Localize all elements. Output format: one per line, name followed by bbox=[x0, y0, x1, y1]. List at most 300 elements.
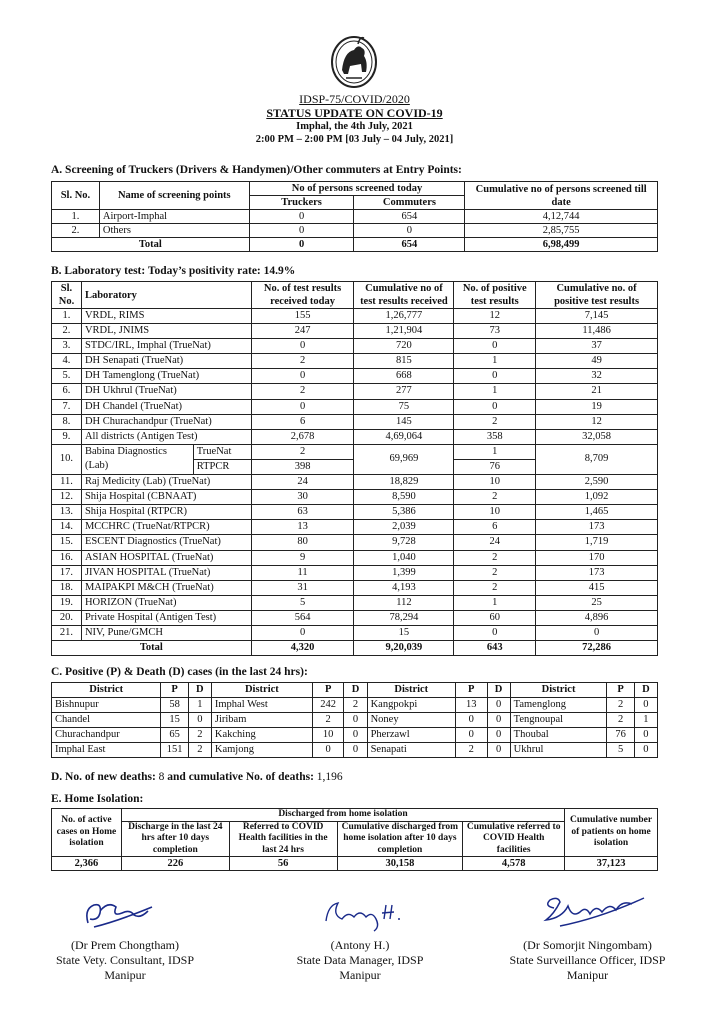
cell-district: Ukhrul bbox=[510, 743, 607, 758]
total-row bbox=[52, 641, 658, 656]
cell-today: 2,678 bbox=[251, 429, 354, 444]
cell-positive: 0 bbox=[454, 625, 536, 640]
cell-cumulative: 668 bbox=[354, 369, 454, 384]
cell-cumulative: 1,399 bbox=[354, 565, 454, 580]
total-commuters: 654 bbox=[354, 238, 465, 252]
col-deaths: D bbox=[188, 683, 211, 698]
cell-sl: 6. bbox=[52, 384, 82, 399]
cell-positive: 1 bbox=[454, 384, 536, 399]
table-row bbox=[52, 857, 658, 871]
cell-positive: 0 bbox=[454, 339, 536, 354]
cell-cumulative-discharged: 30,158 bbox=[337, 857, 463, 871]
table-row bbox=[52, 565, 658, 580]
cell-sl: 3. bbox=[52, 339, 82, 354]
cell-positive: 0 bbox=[454, 369, 536, 384]
lab-total-group bbox=[52, 641, 658, 656]
section-a-heading: A. Screening of Truckers (Drivers & Handymen)/Other commuters at Entry Points: bbox=[51, 164, 462, 176]
table-row bbox=[52, 414, 658, 429]
col-sl-no: Sl. No. bbox=[52, 282, 82, 309]
cell-laboratory: DH Churachandpur (TrueNat) bbox=[81, 414, 251, 429]
cell-deaths: 1 bbox=[634, 713, 657, 728]
cell-name: Airport-Imphal bbox=[99, 210, 249, 224]
cell-cumulative-positive: 19 bbox=[536, 399, 658, 414]
cell-cumulative-positive: 2,590 bbox=[536, 475, 658, 490]
col-deaths: D bbox=[487, 683, 510, 698]
cell-deaths: 0 bbox=[634, 698, 657, 713]
cell-laboratory: ASIAN HOSPITAL (TrueNat) bbox=[81, 550, 251, 565]
cell-district: Kangpokpi bbox=[367, 698, 455, 713]
cell-positive: 24 bbox=[454, 535, 536, 550]
cell-positive: 5 bbox=[607, 743, 634, 758]
table-row bbox=[52, 550, 658, 565]
col-discharge-24h: Discharge in the last 24 hrs after 10 days completion bbox=[121, 821, 229, 857]
cell-today: 0 bbox=[251, 369, 354, 384]
table-row bbox=[52, 595, 658, 610]
cell-truckers: 0 bbox=[249, 224, 354, 238]
cell-today: 63 bbox=[251, 505, 354, 520]
signatory-place: Manipur bbox=[566, 968, 609, 982]
table-row bbox=[52, 354, 658, 369]
col-screening-point: Name of screening points bbox=[99, 182, 249, 210]
table-row bbox=[52, 369, 658, 384]
district-cases-table bbox=[51, 682, 658, 758]
cell-positive: 13 bbox=[455, 698, 487, 713]
cell-positive: 0 bbox=[312, 743, 344, 758]
cell-today: 11 bbox=[251, 565, 354, 580]
cell-cumulative: 720 bbox=[354, 339, 454, 354]
cell-today: 0 bbox=[251, 625, 354, 640]
cell-today: 13 bbox=[251, 520, 354, 535]
cell-laboratory: Raj Medicity (Lab) (TrueNat) bbox=[81, 475, 251, 490]
cell-laboratory: ESCENT Diagnostics (TrueNat) bbox=[81, 535, 251, 550]
cell-cumulative-positive: 25 bbox=[536, 595, 658, 610]
cell-cumulative-positive: 37 bbox=[536, 339, 658, 354]
cell-sl: 20. bbox=[52, 610, 82, 625]
cell-cumulative: 145 bbox=[354, 414, 454, 429]
cell-cumulative-positive: 32,058 bbox=[536, 429, 658, 444]
cell-sl: 19. bbox=[52, 595, 82, 610]
cell-laboratory: DH Ukhrul (TrueNat) bbox=[81, 384, 251, 399]
cell-cumulative: 1,040 bbox=[354, 550, 454, 565]
cell-cumulative: 2,039 bbox=[354, 520, 454, 535]
table-row bbox=[52, 743, 658, 758]
cell-today: 155 bbox=[251, 309, 354, 324]
table-row bbox=[52, 210, 658, 224]
col-cumulative-referred: Cumulative referred to COVID Health facilities bbox=[463, 821, 565, 857]
cell-deaths: 0 bbox=[344, 728, 367, 743]
col-cumulative-screened: Cumulative no of persons screened till date bbox=[465, 182, 658, 210]
cell-sl: 13. bbox=[52, 505, 82, 520]
signatory-place: Manipur bbox=[104, 968, 146, 982]
cell-cumulative-positive: 1,719 bbox=[536, 535, 658, 550]
total-label: Total bbox=[52, 641, 252, 656]
table-row bbox=[52, 490, 658, 505]
cell-deaths: 2 bbox=[188, 728, 211, 743]
cell-sl: 18. bbox=[52, 580, 82, 595]
cell-positive: 6 bbox=[454, 520, 536, 535]
cell-today: 9 bbox=[251, 550, 354, 565]
cell-positive: 2 bbox=[454, 414, 536, 429]
cell-today: 24 bbox=[251, 475, 354, 490]
cell-positive: 15 bbox=[161, 713, 188, 728]
screening-table bbox=[51, 181, 658, 252]
cell-laboratory: DH Tamenglong (TrueNat) bbox=[81, 369, 251, 384]
cell-sl: 8. bbox=[52, 414, 82, 429]
signatory-name: (Dr Prem Chongtham) bbox=[71, 938, 179, 952]
signatory-role: State Vety. Consultant, IDSP bbox=[55, 953, 194, 967]
table-row bbox=[52, 444, 658, 459]
cell-laboratory: NIV, Pune/GMCH bbox=[81, 625, 251, 640]
cell-sl: 16. bbox=[52, 550, 82, 565]
cell-positive: 2 bbox=[454, 565, 536, 580]
cell-cumulative: 815 bbox=[354, 354, 454, 369]
cell-laboratory: VRDL, JNIMS bbox=[81, 324, 251, 339]
table-row bbox=[52, 505, 658, 520]
cell-laboratory: JIVAN HOSPITAL (TrueNat) bbox=[81, 565, 251, 580]
table-row bbox=[52, 625, 658, 640]
home-isolation-table bbox=[51, 808, 658, 871]
cell-today: 0 bbox=[251, 339, 354, 354]
signatory-place: Manipur bbox=[339, 968, 381, 982]
signature-prem-icon bbox=[78, 893, 158, 933]
signatory-name: (Dr Somorjit Ningombam) bbox=[523, 938, 652, 952]
cell-laboratory: All districts (Antigen Test) bbox=[81, 429, 251, 444]
cell-cumulative: 8,590 bbox=[354, 490, 454, 505]
col-positive: P bbox=[607, 683, 634, 698]
table-row bbox=[52, 429, 658, 444]
cell-district: Tamenglong bbox=[510, 698, 607, 713]
cell-today: 5 bbox=[251, 595, 354, 610]
cumulative-deaths-value: 1,196 bbox=[316, 771, 343, 783]
cell-method: RTPCR bbox=[193, 459, 251, 474]
cell-district: Pherzawl bbox=[367, 728, 455, 743]
cell-positive: 1 bbox=[454, 595, 536, 610]
col-sl-no: Sl. No. bbox=[52, 182, 100, 210]
cell-positive: 0 bbox=[455, 713, 487, 728]
cell-positive: 1 bbox=[454, 354, 536, 369]
cell-sl: 1. bbox=[52, 309, 82, 324]
table-row bbox=[52, 224, 658, 238]
cell-sl: 2. bbox=[52, 324, 82, 339]
cell-cumulative-positive: 0 bbox=[536, 625, 658, 640]
document-title: STATUS UPDATE ON COVID-19 bbox=[266, 106, 443, 120]
cell-district: Thoubal bbox=[510, 728, 607, 743]
col-screened-today: No of persons screened today bbox=[249, 182, 465, 196]
cell-laboratory: DH Senapati (TrueNat) bbox=[81, 354, 251, 369]
cell-district: Tengnoupal bbox=[510, 713, 607, 728]
cell-district: Chandel bbox=[52, 713, 161, 728]
cell-laboratory: STDC/IRL, Imphal (TrueNat) bbox=[81, 339, 251, 354]
cell-cumulative-positive: 170 bbox=[536, 550, 658, 565]
cell-laboratory: Private Hospital (Antigen Test) bbox=[81, 610, 251, 625]
cell-laboratory: Babina Diagnostics (Lab) bbox=[81, 444, 193, 474]
signature-antony-icon bbox=[318, 893, 408, 933]
cell-cumulative: 5,386 bbox=[354, 505, 454, 520]
col-deaths: D bbox=[344, 683, 367, 698]
cell-laboratory: HORIZON (TrueNat) bbox=[81, 595, 251, 610]
table-row bbox=[52, 324, 658, 339]
col-cumulative-discharged: Cumulative discharged from home isolation after 10 days completion bbox=[337, 821, 463, 857]
cell-discharge-24h: 226 bbox=[121, 857, 229, 871]
cell-today: 6 bbox=[251, 414, 354, 429]
cell-deaths: 0 bbox=[344, 713, 367, 728]
cell-district: Noney bbox=[367, 713, 455, 728]
cell-positive: 73 bbox=[454, 324, 536, 339]
total-row bbox=[52, 238, 658, 252]
cell-deaths: 0 bbox=[344, 743, 367, 758]
col-results-today: No. of test results received today bbox=[251, 282, 354, 309]
lab-rows-group bbox=[52, 309, 658, 445]
cell-cumulative-positive: 4,896 bbox=[536, 610, 658, 625]
cell-positive: 2 bbox=[607, 713, 634, 728]
cell-cumulative-positive: 49 bbox=[536, 354, 658, 369]
table-row bbox=[52, 698, 658, 713]
cell-cumulative-positive: 7,145 bbox=[536, 309, 658, 324]
cell-positive: 65 bbox=[161, 728, 188, 743]
babina-row-group bbox=[52, 444, 658, 474]
col-cumulative-positive: Cumulative no. of positive test results bbox=[536, 282, 658, 309]
section-d-text bbox=[51, 771, 343, 783]
table-row bbox=[52, 520, 658, 535]
cell-cumulative-positive: 32 bbox=[536, 369, 658, 384]
cell-laboratory: DH Chandel (TrueNat) bbox=[81, 399, 251, 414]
cell-cumulative-isolation: 37,123 bbox=[565, 857, 658, 871]
cell-cumulative: 75 bbox=[354, 399, 454, 414]
col-district: District bbox=[367, 683, 455, 698]
table-row bbox=[52, 728, 658, 743]
cell-sl: 12. bbox=[52, 490, 82, 505]
col-district: District bbox=[52, 683, 161, 698]
total-cumulative: 6,98,499 bbox=[465, 238, 658, 252]
cell-today: 2 bbox=[251, 384, 354, 399]
col-district: District bbox=[211, 683, 312, 698]
cell-cumulative: 112 bbox=[354, 595, 454, 610]
cell-today: 30 bbox=[251, 490, 354, 505]
cell-district: Kamjong bbox=[211, 743, 312, 758]
cell-deaths: 0 bbox=[188, 713, 211, 728]
cell-deaths: 0 bbox=[487, 743, 510, 758]
col-positive: P bbox=[161, 683, 188, 698]
cell-commuters: 654 bbox=[354, 210, 465, 224]
cell-sl: 2. bbox=[52, 224, 100, 238]
cell-district: Kakching bbox=[211, 728, 312, 743]
cell-deaths: 0 bbox=[634, 743, 657, 758]
col-cumulative-results: Cumulative no of test results received bbox=[354, 282, 454, 309]
col-referred-24h: Referred to COVID Health facilities in the last 24 hrs bbox=[229, 821, 337, 857]
cell-sl: 21. bbox=[52, 625, 82, 640]
cell-deaths: 1 bbox=[188, 698, 211, 713]
col-active-cases: No. of active cases on Home isolation bbox=[52, 809, 122, 857]
cell-sl: 10. bbox=[52, 444, 82, 474]
table-row bbox=[52, 384, 658, 399]
deaths-text-b: and cumulative No. of deaths: bbox=[164, 771, 317, 783]
total-label: Total bbox=[52, 238, 250, 252]
cell-positive: 10 bbox=[312, 728, 344, 743]
signatory-role: State Data Manager, IDSP bbox=[296, 953, 424, 967]
cell-commuters: 0 bbox=[354, 224, 465, 238]
col-laboratory: Laboratory bbox=[81, 282, 251, 309]
cell-positive: 12 bbox=[454, 309, 536, 324]
cell-sl: 1. bbox=[52, 210, 100, 224]
cell-positive: 358 bbox=[454, 429, 536, 444]
cell-method: TrueNat bbox=[193, 444, 251, 459]
cell-positive: 76 bbox=[454, 459, 536, 474]
col-positive: P bbox=[455, 683, 487, 698]
cell-cumulative-positive: 173 bbox=[536, 520, 658, 535]
total-truckers: 0 bbox=[249, 238, 354, 252]
col-discharged: Discharged from home isolation bbox=[121, 809, 564, 822]
cell-positive: 58 bbox=[161, 698, 188, 713]
cell-sl: 5. bbox=[52, 369, 82, 384]
cell-laboratory: Shija Hospital (RTPCR) bbox=[81, 505, 251, 520]
cell-positive: 0 bbox=[455, 728, 487, 743]
cell-cumulative: 4,12,744 bbox=[465, 210, 658, 224]
district-header-row bbox=[52, 683, 658, 698]
table-row bbox=[52, 339, 658, 354]
cell-sl: 15. bbox=[52, 535, 82, 550]
cell-cumulative-positive: 1,092 bbox=[536, 490, 658, 505]
cell-district: Jiribam bbox=[211, 713, 312, 728]
laboratory-table bbox=[51, 281, 658, 656]
cell-positive: 2 bbox=[312, 713, 344, 728]
signatory-role: State Surveillance Officer, IDSP bbox=[509, 953, 666, 967]
cell-cumulative: 9,728 bbox=[354, 535, 454, 550]
cell-deaths: 0 bbox=[487, 698, 510, 713]
cell-today: 2 bbox=[251, 354, 354, 369]
cell-positive: 151 bbox=[161, 743, 188, 758]
cell-positive: 2 bbox=[455, 743, 487, 758]
cell-cumulative: 1,21,904 bbox=[354, 324, 454, 339]
cell-cumulative-positive: 8,709 bbox=[536, 444, 658, 474]
cell-cumulative-positive: 12 bbox=[536, 414, 658, 429]
new-deaths-value: 8 bbox=[158, 771, 165, 783]
col-cumulative-isolation: Cumulative number of patients on home isolation bbox=[565, 809, 658, 857]
cell-positive: 0 bbox=[454, 399, 536, 414]
signature-block-2 bbox=[260, 938, 460, 983]
cell-sl: 9. bbox=[52, 429, 82, 444]
cell-positive: 2 bbox=[607, 698, 634, 713]
district-rows-group bbox=[52, 698, 658, 758]
cell-deaths: 0 bbox=[634, 728, 657, 743]
cell-positive: 2 bbox=[454, 580, 536, 595]
section-e-heading: E. Home Isolation: bbox=[51, 793, 144, 805]
cell-cumulative: 15 bbox=[354, 625, 454, 640]
cell-cumulative: 2,85,755 bbox=[465, 224, 658, 238]
cell-laboratory: MCCHRC (TrueNat/RTPCR) bbox=[81, 520, 251, 535]
cell-cumulative-referred: 4,578 bbox=[463, 857, 565, 871]
table-row bbox=[52, 399, 658, 414]
table-row bbox=[52, 535, 658, 550]
document-date: Imphal, the 4th July, 2021 bbox=[296, 121, 413, 132]
section-c-heading: C. Positive (P) & Death (D) cases (in the last 24 hrs): bbox=[51, 666, 308, 678]
cell-sl: 7. bbox=[52, 399, 82, 414]
signature-block-3 bbox=[480, 938, 695, 983]
cell-referred-24h: 56 bbox=[229, 857, 337, 871]
total-cumulative: 9,20,039 bbox=[354, 641, 454, 656]
cell-today: 31 bbox=[251, 580, 354, 595]
cell-deaths: 2 bbox=[344, 698, 367, 713]
col-positive-results: No. of positive test results bbox=[454, 282, 536, 309]
cell-positive: 1 bbox=[454, 444, 536, 459]
col-commuters: Commuters bbox=[354, 196, 465, 210]
table-row bbox=[52, 580, 658, 595]
deaths-text-a: D. No. of new deaths: bbox=[51, 771, 159, 783]
cell-positive: 242 bbox=[312, 698, 344, 713]
lab-rows-group-2 bbox=[52, 475, 658, 641]
cell-sl: 4. bbox=[52, 354, 82, 369]
cell-cumulative: 69,969 bbox=[354, 444, 454, 474]
cell-cumulative: 1,26,777 bbox=[354, 309, 454, 324]
cell-laboratory: VRDL, RIMS bbox=[81, 309, 251, 324]
cell-today: 247 bbox=[251, 324, 354, 339]
cell-truckers: 0 bbox=[249, 210, 354, 224]
total-today: 4,320 bbox=[251, 641, 354, 656]
section-b-heading: B. Laboratory test: Today’s positivity rate: 14.9% bbox=[51, 265, 296, 277]
cell-district: Imphal West bbox=[211, 698, 312, 713]
cell-positive: 2 bbox=[454, 490, 536, 505]
col-district: District bbox=[510, 683, 607, 698]
signatory-name: (Antony H.) bbox=[330, 938, 390, 952]
cell-cumulative-positive: 21 bbox=[536, 384, 658, 399]
total-positive: 643 bbox=[454, 641, 536, 656]
state-emblem-icon bbox=[328, 30, 380, 90]
cell-sl: 17. bbox=[52, 565, 82, 580]
cell-deaths: 0 bbox=[487, 713, 510, 728]
cell-cumulative: 18,829 bbox=[354, 475, 454, 490]
table-row bbox=[52, 309, 658, 324]
cell-cumulative-positive: 11,486 bbox=[536, 324, 658, 339]
cell-district: Bishnupur bbox=[52, 698, 161, 713]
cell-name: Others bbox=[99, 224, 249, 238]
signature-somorjit-icon bbox=[540, 888, 650, 932]
cell-cumulative-positive: 173 bbox=[536, 565, 658, 580]
cell-laboratory: Shija Hospital (CBNAAT) bbox=[81, 490, 251, 505]
cell-today: 0 bbox=[251, 399, 354, 414]
cell-district: Churachandpur bbox=[52, 728, 161, 743]
col-deaths: D bbox=[634, 683, 657, 698]
col-positive: P bbox=[312, 683, 344, 698]
cell-cumulative-positive: 1,465 bbox=[536, 505, 658, 520]
table-row bbox=[52, 713, 658, 728]
cell-positive: 76 bbox=[607, 728, 634, 743]
cell-cumulative: 4,193 bbox=[354, 580, 454, 595]
cell-cumulative-positive: 415 bbox=[536, 580, 658, 595]
cell-today: 80 bbox=[251, 535, 354, 550]
cell-deaths: 2 bbox=[188, 743, 211, 758]
document-time-range: 2:00 PM – 2:00 PM [03 July – 04 July, 2021] bbox=[255, 134, 454, 145]
table-row bbox=[52, 610, 658, 625]
cell-cumulative: 4,69,064 bbox=[354, 429, 454, 444]
cell-district: Imphal East bbox=[52, 743, 161, 758]
signature-block-1 bbox=[20, 938, 230, 983]
col-truckers: Truckers bbox=[249, 196, 354, 210]
document-reference: IDSP-75/COVID/2020 bbox=[299, 92, 410, 106]
table-row bbox=[52, 475, 658, 490]
cell-positive: 10 bbox=[454, 475, 536, 490]
cell-positive: 2 bbox=[454, 550, 536, 565]
cell-sl: 11. bbox=[52, 475, 82, 490]
cell-cumulative: 78,294 bbox=[354, 610, 454, 625]
cell-positive: 60 bbox=[454, 610, 536, 625]
cell-cumulative: 277 bbox=[354, 384, 454, 399]
cell-today: 564 bbox=[251, 610, 354, 625]
cell-today: 398 bbox=[251, 459, 354, 474]
cell-district: Senapati bbox=[367, 743, 455, 758]
cell-laboratory: MAIPAKPI M&CH (TrueNat) bbox=[81, 580, 251, 595]
cell-sl: 14. bbox=[52, 520, 82, 535]
cell-today: 2 bbox=[251, 444, 354, 459]
cell-active: 2,366 bbox=[52, 857, 122, 871]
